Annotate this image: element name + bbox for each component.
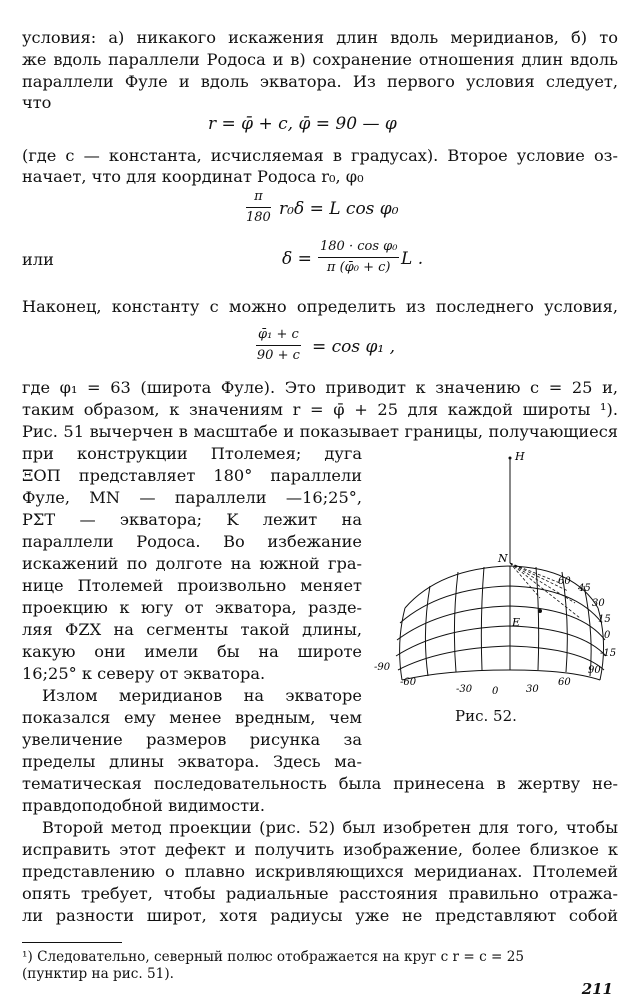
label-lat-45: 45 bbox=[578, 583, 591, 594]
text-line: начает, что для координат Родоса r₀, φ₀ bbox=[22, 167, 364, 186]
text-line: представлению о плавно искривляющихся меридианах. Птолемей bbox=[22, 862, 618, 881]
text-line: параллели Родоса. Во избежание bbox=[22, 532, 362, 551]
fraction-denominator: 90 + c bbox=[256, 348, 300, 363]
point-k bbox=[538, 609, 542, 613]
figure-caption: Рис. 52. bbox=[455, 707, 517, 725]
page-number: 211 bbox=[581, 980, 613, 998]
fraction-numerator: 180 · cos φ₀ bbox=[318, 238, 399, 258]
fraction-denominator: π (φ̄₀ + c) bbox=[326, 260, 391, 275]
text-line: искажений по долготе на южной гра- bbox=[22, 554, 362, 573]
label-lon-60: 60 bbox=[558, 677, 571, 688]
label-lat-minus15: -15 bbox=[600, 648, 617, 659]
label-lon-90: 90 bbox=[588, 665, 601, 676]
figure-52-projection bbox=[370, 448, 620, 708]
text-line: при конструкции Птолемея; дуга bbox=[22, 444, 362, 463]
text-line: Второй метод проекции (рис. 52) был изобретен для того, чтобы bbox=[42, 818, 618, 837]
label-lat-15: 15 bbox=[598, 614, 611, 625]
text-line: увеличение размеров рисунка за bbox=[22, 730, 362, 749]
label-lon-0: 0 bbox=[492, 686, 499, 697]
text-line: ляя ΦZX на сегменты такой длины, bbox=[22, 620, 362, 639]
text-line: исправить этот дефект и получить изображение, более близкое к bbox=[22, 840, 618, 859]
text-line: тематическая последовательность была принесена в жертву не- bbox=[22, 774, 618, 793]
text-line: показался ему менее вредным, чем bbox=[22, 708, 362, 727]
footnote-divider bbox=[22, 942, 122, 943]
text-line: Наконец, константу c можно определить из последнего условия, bbox=[22, 297, 618, 316]
formula-fraction-pi-180 bbox=[246, 188, 271, 227]
formula-r-phi: r = φ̄ + c, φ̄ = 90 — φ bbox=[208, 114, 397, 134]
text-line: нице Птолемей произвольно меняет bbox=[22, 576, 362, 595]
formula-delta-lhs: δ = bbox=[282, 249, 312, 269]
text-line: где φ₁ = 63 (широта Фуле). Это приводит к значению c = 25 и, bbox=[22, 378, 618, 397]
text-line: (где c — константа, исчисляемая в градусах). Второе условие оз- bbox=[22, 146, 618, 165]
label-h: H bbox=[515, 450, 525, 463]
text-line: ΞΟΠ представляет 180° параллели bbox=[22, 466, 362, 485]
footnote-line: ¹) Следовательно, северный полюс отображается на круг с r = c = 25 bbox=[22, 949, 525, 965]
text-line: условия: а) никакого искажения длин вдоль меридианов, б) то bbox=[22, 28, 618, 47]
label-lon-minus90: -90 bbox=[374, 662, 391, 673]
fraction-numerator: φ̄₁ + c bbox=[256, 326, 301, 346]
text-line: правдоподобной видимости. bbox=[22, 796, 266, 815]
text-line: параллели Фуле и вдоль экватора. Из первого условия следует, bbox=[22, 72, 618, 91]
text-line: ли разности широт, хотя радиусы уже не представляют собой bbox=[22, 906, 618, 925]
text-line: проекцию к югу от экватора, разде- bbox=[22, 598, 362, 617]
text-line: что bbox=[22, 93, 52, 112]
text-line: какую они имели бы на широте bbox=[22, 642, 362, 661]
projection-grid bbox=[396, 566, 606, 680]
label-e: E bbox=[512, 616, 521, 629]
text-line: опять требует, чтобы радиальные расстояния правильно отража- bbox=[22, 884, 618, 903]
formula-rodos-length: r₀δ = L cos φ₀ bbox=[279, 199, 399, 219]
label-n: N bbox=[498, 552, 508, 565]
pole-point-h bbox=[509, 457, 512, 460]
formula-delta-rest: L . bbox=[401, 249, 424, 269]
label-lat-30: 30 bbox=[592, 598, 605, 609]
footnote-line: (пунктир на рис. 51). bbox=[22, 966, 174, 982]
text-line: ΡΣΤ — экватора; K лежит на bbox=[22, 510, 362, 529]
label-lat-60: 60 bbox=[558, 576, 571, 587]
text-line: таким образом, к значениям r = φ̄ + 25 для каждой широты ¹). bbox=[22, 400, 618, 419]
fraction-numerator: π bbox=[246, 188, 271, 208]
formula-c-fraction bbox=[256, 326, 301, 365]
text-line: Фуле, MN — параллели —16;25°, bbox=[22, 488, 362, 507]
text-line: 16;25° к северу от экватора. bbox=[22, 664, 266, 683]
text-line: или bbox=[22, 250, 54, 269]
formula-cos-phi1: = cos φ₁ , bbox=[312, 337, 396, 357]
label-lon-minus30: -30 bbox=[456, 684, 473, 695]
text-line: Излом меридианов на экваторе bbox=[42, 686, 362, 705]
label-lon-minus60: -60 bbox=[400, 677, 417, 688]
label-lat-0: 0 bbox=[604, 630, 611, 641]
formula-delta-fraction bbox=[318, 238, 399, 277]
text-line: пределы длины экватора. Здесь ма- bbox=[22, 752, 362, 771]
text-line: Рис. 51 вычерчен в масштабе и показывает границы, получающиеся bbox=[22, 422, 618, 441]
fraction-denominator: 180 bbox=[246, 210, 271, 225]
label-lon-30: 30 bbox=[526, 684, 539, 695]
text-line: же вдоль параллели Родоса и в) сохранение отношения длин вдоль bbox=[22, 50, 618, 69]
